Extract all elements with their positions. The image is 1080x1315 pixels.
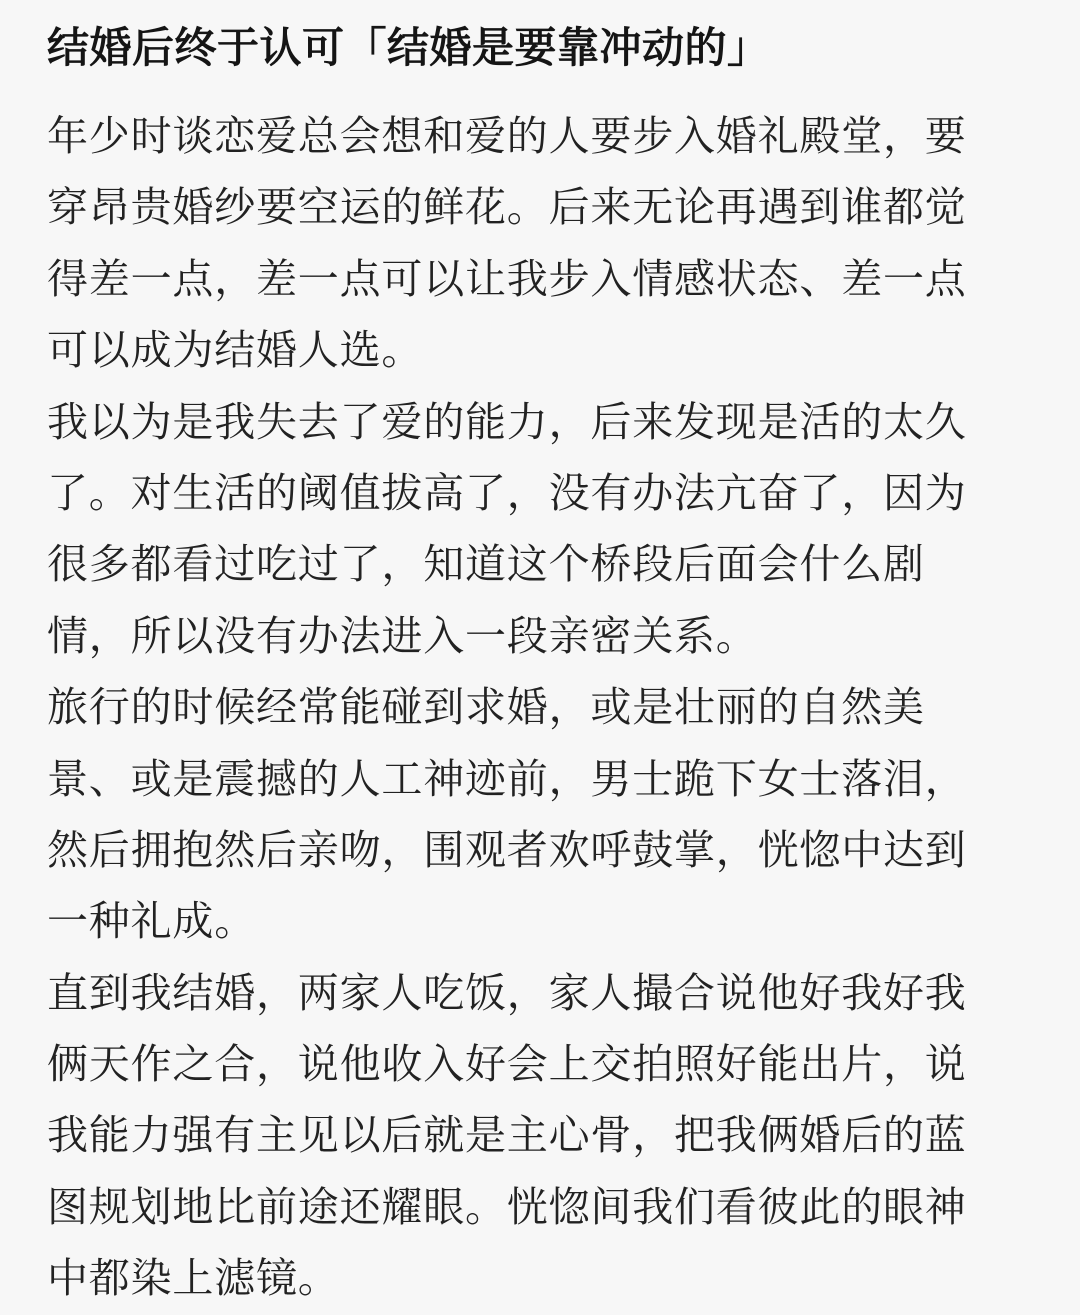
text-line: 俩天作之合，说他收入好会上交拍照好能出片，说 (47, 1040, 967, 1089)
text-line: 得差一点，差一点可以让我步入情感状态、差一点 (47, 254, 967, 303)
text-line: 我以为是我失去了爱的能力，后来发现是活的太久 (47, 397, 967, 446)
text-line: 旅行的时候经常能碰到求婚，或是壮丽的自然美 (47, 683, 925, 732)
text-line: 然后拥抱然后亲吻，围观者欢呼鼓掌，恍惚中达到 (47, 825, 967, 874)
paragraph-4 (47, 958, 1047, 1315)
text-line: 中都染上滤镜。 (47, 1254, 340, 1303)
article-body (47, 101, 1047, 1315)
paragraph-2 (47, 387, 1047, 673)
text-line: 情，所以没有办法进入一段亲密关系。 (47, 611, 758, 660)
paragraph-3 (47, 672, 1047, 958)
text-line: 了。对生活的阈值拔高了，没有办法亢奋了，因为 (47, 468, 967, 517)
text-line: 可以成为结婚人选。 (47, 326, 424, 375)
article-title: 结婚后终于认可「结婚是要靠冲动的」 (47, 23, 770, 72)
text-line: 穿昂贵婚纱要空运的鲜花。后来无论再遇到谁都觉 (47, 183, 967, 232)
text-line: 年少时谈恋爱总会想和爱的人要步入婚礼殿堂，要 (47, 112, 967, 160)
text-line: 景、或是震撼的人工神迹前，男士跪下女士落泪， (47, 754, 967, 803)
paragraph-1 (47, 101, 1047, 387)
text-line: 图规划地比前途还耀眼。恍惚间我们看彼此的眼神 (47, 1182, 967, 1231)
text-line: 一种礼成。 (47, 897, 256, 946)
text-line: 我能力强有主见以后就是主心骨，把我俩婚后的蓝 (47, 1111, 967, 1160)
text-line: 很多都看过吃过了，知道这个桥段后面会什么剧 (47, 540, 925, 589)
text-line: 直到我结婚，两家人吃饭，家人撮合说他好我好我 (47, 968, 967, 1017)
